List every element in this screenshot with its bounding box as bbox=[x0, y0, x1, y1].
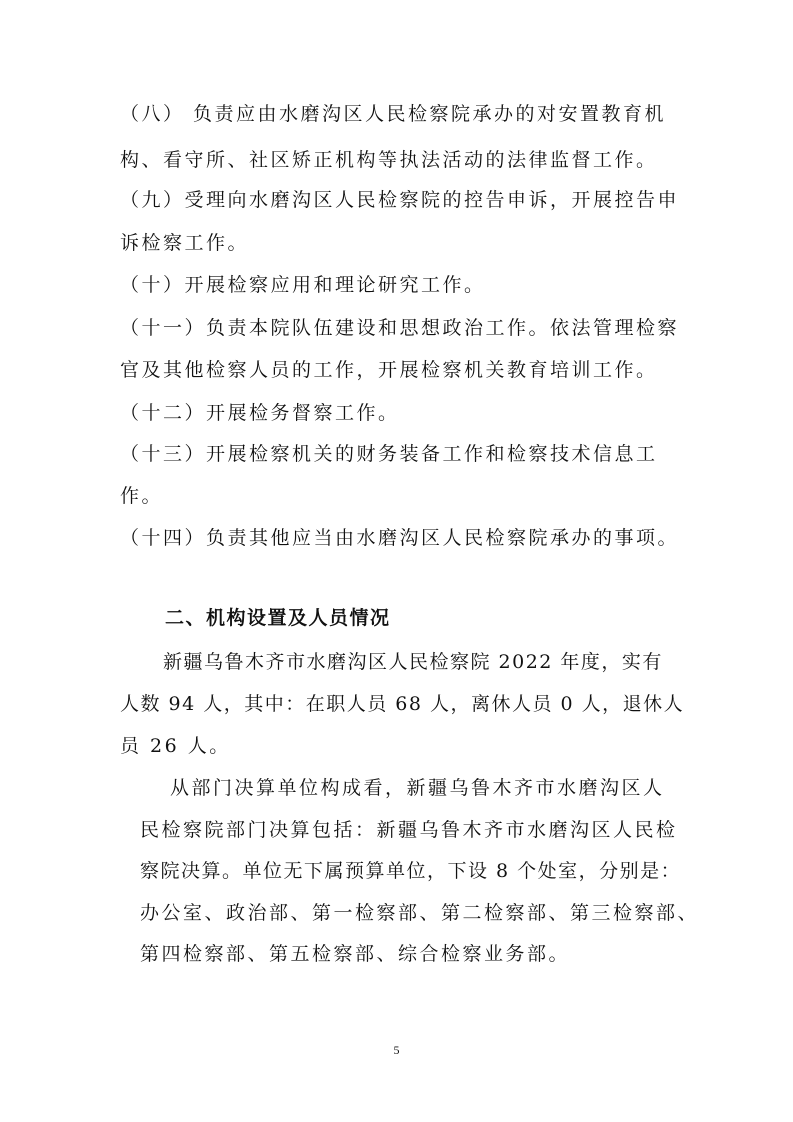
units-paragraph-line-2: 民检察院部门决算包括：新疆乌鲁木齐市水磨沟区人民检 bbox=[140, 819, 678, 841]
paragraph-8-line-2: 构、看守所、社区矫正机构等执法活动的法律监督工作。 bbox=[120, 149, 658, 171]
section-2-heading: 二、机构设置及人员情况 bbox=[165, 607, 391, 629]
paragraph-14-line-1: （十四）负责其他应当由水磨沟区人民检察院承办的事项。 bbox=[120, 527, 680, 549]
staff-paragraph-line-2: 人数 94 人，其中：在职人员 68 人，离休人员 0 人，退休人 bbox=[120, 693, 685, 715]
paragraph-10-line-1: （十）开展检察应用和理论研究工作。 bbox=[120, 274, 486, 296]
paragraph-13-line-1: （十三）开展检察机关的财务装备工作和检察技术信息工 bbox=[120, 443, 658, 465]
staff-paragraph-line-1: 新疆乌鲁木齐市水磨沟区人民检察院 2022 年度，实有 bbox=[163, 651, 663, 673]
paragraph-11-line-1: （十一）负责本院队伍建设和思想政治工作。依法管理检察 bbox=[120, 317, 680, 339]
paragraph-9-line-1: （九）受理向水磨沟区人民检察院的控告申诉，开展控告申 bbox=[120, 189, 680, 211]
paragraph-9-line-2: 诉检察工作。 bbox=[120, 232, 250, 254]
page-number: 5 bbox=[393, 1043, 400, 1057]
staff-paragraph-line-3: 员 26 人。 bbox=[120, 735, 231, 757]
paragraph-8-line-1: （八） 负责应由水磨沟区人民检察院承办的对安置教育机 bbox=[120, 103, 667, 125]
paragraph-11-line-2: 官及其他检察人员的工作，开展检察机关教育培训工作。 bbox=[120, 359, 658, 381]
units-paragraph-line-1: 从部门决算单位构成看，新疆乌鲁木齐市水磨沟区人 bbox=[170, 777, 665, 799]
units-paragraph-line-3: 察院决算。单位无下属预算单位，下设 8 个处室，分别是： bbox=[140, 860, 682, 882]
paragraph-12-line-1: （十二）开展检务督察工作。 bbox=[120, 402, 400, 424]
paragraph-13-line-2: 作。 bbox=[120, 485, 164, 507]
units-paragraph-line-4: 办公室、政治部、第一检察部、第二检察部、第三检察部、 bbox=[140, 902, 700, 924]
units-paragraph-line-5: 第四检察部、第五检察部、综合检察业务部。 bbox=[140, 943, 571, 965]
